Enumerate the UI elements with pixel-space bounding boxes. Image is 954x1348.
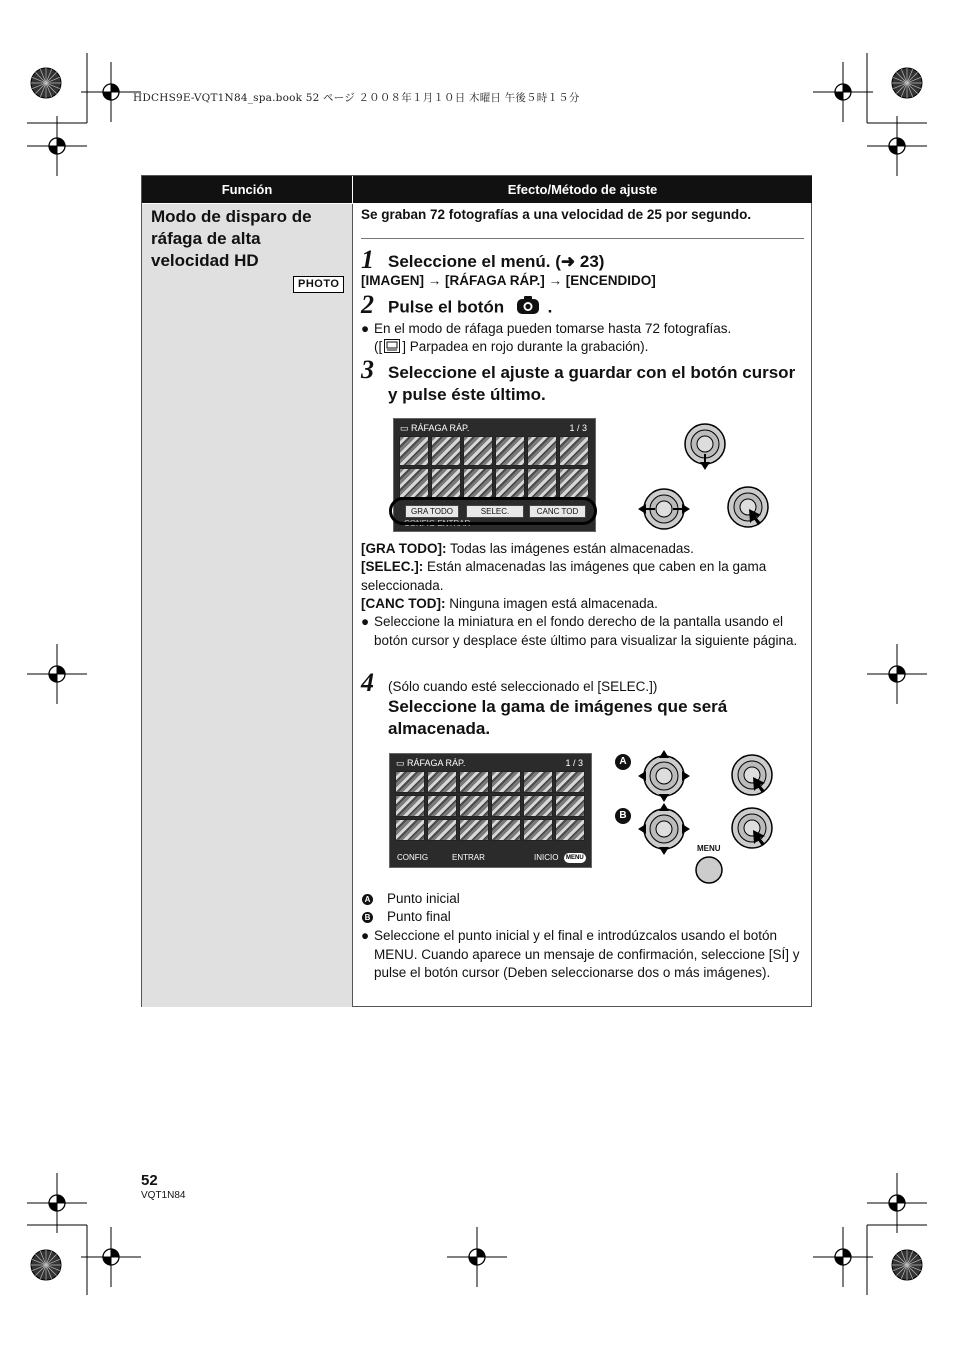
cursor-diagrams-1 [637,416,817,536]
function-title: Modo de disparo de ráfaga de alta velocidad HD [151,207,312,270]
screen-2-page: 1 / 3 [565,758,583,768]
cursor-four-way-icon [638,750,690,802]
screen-1-footer: CONFIG ENTRAR [404,519,471,528]
thumbnail[interactable] [427,795,457,817]
screen-2-title-text: RÁFAGA RÁP. [407,758,466,768]
function-cell [142,204,353,1007]
menu-chip: MENU [566,855,584,861]
cursor-press-icon [732,755,772,795]
thumbnail[interactable] [523,771,553,793]
step-2-number: 2 [361,290,374,319]
thumbnail[interactable] [491,819,521,841]
cursor-left-right-icon [638,489,690,529]
page-number: 52 [141,1172,158,1189]
screen-1-title-text: RÁFAGA RÁP. [411,423,470,433]
option-canc-tod-text: Ninguna imagen está almacenada. [445,596,658,611]
col-header-function: Función [142,176,352,203]
thumbnail-grid-1 [399,436,589,498]
option-canc-tod-label: [CANC TOD]: [361,596,446,611]
step-1-title: Seleccione el menú. (➜ 23) [388,252,605,271]
burst-icon [384,339,400,359]
cursor-four-way-icon [638,803,690,855]
bullet-icon: ● [361,614,370,629]
photo-badge: PHOTO [293,276,344,293]
screen-2-footer-config: CONFIG [397,853,429,862]
function-table [141,175,812,1007]
bullet-icon: ● [361,321,370,336]
thumbnail[interactable] [431,436,461,466]
legend-b-text: Punto final [387,909,451,924]
thumbnail[interactable] [427,819,457,841]
thumbnail[interactable] [495,468,525,498]
thumbnail[interactable] [463,468,493,498]
lcd-screen-2 [389,753,592,868]
option-gra-todo-label: [GRA TODO]: [361,541,447,556]
menu-button-label: MENU [697,844,721,853]
option-selec-text: Están almacenadas las imágenes que caben en la gama seleccionada. [361,559,767,593]
thumbnail[interactable] [395,771,425,793]
thumbnail[interactable] [459,795,489,817]
label-a-badge: A [615,754,631,770]
step-3-title: Seleccione el ajuste a guardar con el botón cursor y pulse éste último. [388,363,796,404]
thumbnail[interactable] [399,436,429,466]
thumbnail[interactable] [523,795,553,817]
legend-bullet-text: Seleccione el punto inicial y el final e introdúzcalos usando el botón MENU. Cuando aparece un mensaje de confirmación, seleccione [SÍ] y pulse el botón cursor (Deben seleccionarse dos o más imágenes). [374,928,800,980]
thumbnail[interactable] [427,771,457,793]
thumbnail[interactable] [491,795,521,817]
option-selec [361,558,806,595]
thumbnail[interactable] [459,771,489,793]
step-3-number: 3 [361,355,374,384]
divider [361,238,804,239]
thumbnail[interactable] [555,795,585,817]
thumbnail[interactable] [555,771,585,793]
label-b-badge: B [615,808,631,824]
screen-2-title [396,758,465,769]
thumbnail[interactable] [559,436,589,466]
cursor-diagrams-2 [637,750,777,890]
screen-1-title [400,423,469,434]
burst-icon: ▭ [400,423,409,433]
step-2-title-text: Pulse el botón [388,297,505,317]
thumbnail[interactable] [527,436,557,466]
selec-button[interactable]: SELEC. [466,505,524,518]
highlight-oval [389,497,597,525]
step-2-title [388,296,552,320]
thumbnail[interactable] [523,819,553,841]
step-1-number: 1 [361,245,374,274]
cursor-down-icon [685,424,725,470]
print-header: HDCHS9E-VQT1N84_spa.book 52 ページ ２００８年１月１０日 木曜日 午後５時１５分 [133,92,580,104]
thumbnail[interactable] [399,468,429,498]
screen-1-page: 1 / 3 [569,423,587,433]
thumbnail[interactable] [527,468,557,498]
bullet-icon: ● [361,928,370,943]
menu-button-icon [696,857,722,883]
option-canc-tod [361,595,806,614]
thumbnail[interactable] [463,436,493,466]
thumbnail-grid-2 [395,771,585,841]
step-2-title-end: . [547,297,553,317]
screen-2-footer-start: INICIO [534,853,559,862]
step-4-title: Seleccione la gama de imágenes que será almacenada. [388,697,728,738]
option-gra-todo [361,540,806,559]
cursor-press-icon [728,487,768,527]
intro-text: Se graban 72 fotografías a una velocidad de 25 por segundo. [361,207,752,222]
step-2-bullet-text: En el modo de ráfaga pueden tomarse hasta 72 fotografías. [374,321,732,336]
step-4-note: (Sólo cuando esté seleccionado el [SELEC.]) [388,679,658,694]
thumbnail[interactable] [555,819,585,841]
legend-a-badge: A [362,894,373,905]
option-selec-label: [SELEC.]: [361,559,424,574]
legend-b-badge: B [362,912,373,923]
thumbnail[interactable] [491,771,521,793]
bullet-open: ([ [374,339,383,354]
thumbnail[interactable] [431,468,461,498]
options-bullet-text: Seleccione la miniatura en el fondo derecho de la pantalla usando el botón cursor y desplace éste último para visualizar la siguiente página. [374,614,798,648]
col-header-effect: Efecto/Método de ajuste [353,176,812,203]
step-1-path: [IMAGEN] → [RÁFAGA RÁP.] → [ENCENDIDO] [361,273,656,288]
bullet-close: ] Parpadea en rojo durante la grabación). [402,339,649,354]
step-4-number: 4 [361,668,374,697]
camera-icon [517,296,539,320]
legend-a-text: Punto inicial [387,891,460,906]
burst-icon: ▭ [396,758,405,768]
thumbnail[interactable] [559,468,589,498]
thumbnail[interactable] [495,436,525,466]
thumbnail[interactable] [459,819,489,841]
doc-code: VQT1N84 [141,1190,186,1201]
canc-tod-button[interactable]: CANC TOD [529,505,586,518]
thumbnail[interactable] [395,795,425,817]
thumbnail[interactable] [395,819,425,841]
option-gra-todo-text: Todas las imágenes están almacenadas. [446,541,694,556]
cursor-press-icon [732,808,772,848]
screen-2-footer-enter: ENTRAR [452,853,485,862]
gra-todo-button[interactable]: GRA TODO [405,505,459,518]
